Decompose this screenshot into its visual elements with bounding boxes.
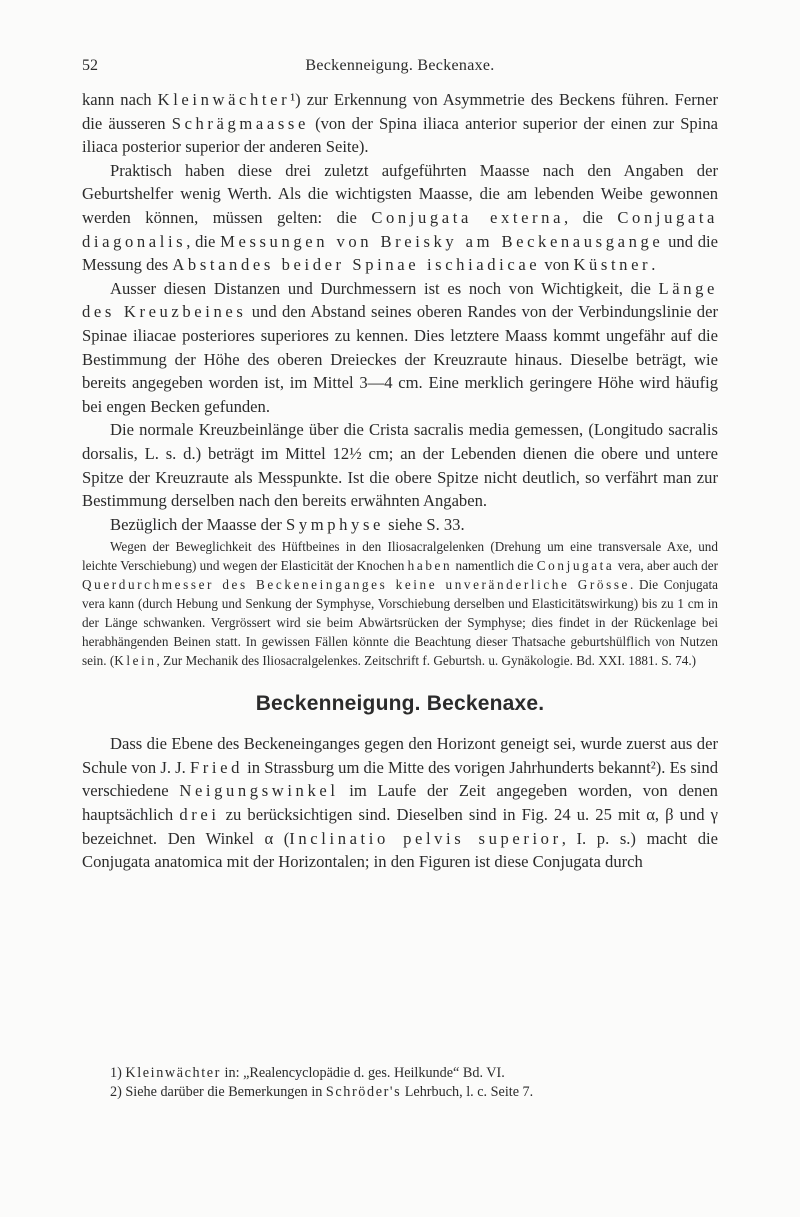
paragraph-5: Bezüglich der Maasse der Symphyse siehe S. 33. (110, 514, 465, 534)
paragraph-1: kann nach Kleinwächter¹) zur Erkennung von Asymmetrie des Beckens führen. Ferner die äusseren Schrägmaasse (von der Spina iliaca anterior superior der einen zur Spina iliaca posterior superior der anderen Seite). (82, 90, 718, 157)
footnote-1: 1) Kleinwächter in: „Realencyclopädie d. ges. Heilkunde“ Bd. VI. (110, 1065, 505, 1081)
author-name: Kleinwächter (157, 90, 291, 109)
paragraph-6: Dass die Ebene des Beckeneinganges gegen den Horizont geneigt sei, wurde zuerst aus der Schule von J. J. Fried in Strassburg um die Mitte des vorigen Jahrhunderts bekannt²). Es sind verschiedene Neigungswinkel im Laufe der Zeit angegeben worden, von denen hauptsächlich drei zu berücksichtigen sind. Dieselben sind in Fig. 24 u. 25 mit α, β und γ bezeichnet. Den Winkel α (Inclinatio pelvis superior, I. p. s.) macht die Conjugata anatomica mit der Horizontalen; in den Figuren ist diese Conjugata durch (82, 734, 719, 872)
page-number: 52 (82, 57, 98, 74)
section-heading: Beckenneigung. Beckenaxe. (255, 692, 545, 716)
paragraph-4: Die normale Kreuzbeinlänge über die Crista sacralis media gemessen, (Longitudo sacralis dorsalis, L. s. d.) beträgt im Mittel 12½ cm; an der Lebenden dienen die obere und untere Spitze der Kreuzraute als Messpunkte. Ist die obere Spitze nicht deutlich, so verfährt man zur Bestimmung derselben nach den bereits erwähnten Angaben. (82, 420, 718, 511)
footnotes (82, 1064, 718, 1102)
term: Schrägmaasse (171, 113, 309, 133)
running-title: Beckenneigung. Beckenaxe. (305, 57, 495, 74)
footnote-2: 2) Siehe darüber die Bemerkungen in Schröder's Lehrbuch, l. c. Seite 7. (110, 1084, 534, 1100)
paragraph-2: Praktisch haben diese drei zuletzt aufgeführten Maasse nach den Angaben der Geburtshelfer wenig Werth. Als die wichtigsten Maasse, die am lebenden Weibe gewonnen werden können, müssen gelten: die Conjugata externa, die Conjugata diagonalis, die Messungen von Breisky am Beckenausgange und die Messung des Abstandes beider Spinae ischiadicae von Küstner. (82, 160, 718, 275)
main-text (82, 88, 718, 874)
page-header (82, 57, 718, 81)
paragraph-3: Ausser diesen Distanzen und Durchmessern ist es noch von Wichtigkeit, die Länge des Kreuzbeines und den Abstand seines oberen Randes von der Verbindungslinie der Spinae iliacae posteriores superiores zu kennen. Dies letztere Maass kommt ungefähr auf die Bestimmung der Höhe des oberen Dreieckes der Kreuzraute hinaus. Dieselbe beträgt, wie bereits angegeben worden ist, im Mittel 3—4 cm. Eine merklich geringere Höhe wird häufig bei engen Becken gefunden. (82, 278, 718, 416)
small-print-note: Wegen der Beweglichkeit des Hüftbeines in den Iliosacralgelenken (Drehung um eine transversale Axe, und leichte Verschiebung) und wegen der Elasticität der Knochen haben namentlich die Conjugata vera, aber auch der Querdurchmesser des Beckeneinganges keine unveränderliche Grösse. Die Conjugata vera kann (durch Hebung und Senkung der Symphyse, Vorschiebung derselben und Elasticitätswirkung) bis zu 1 cm in der Länge schwanken. Vergrössert wird sie beim Abwärtsrücken der Symphyse; dies findet in der Rückenlage bei herabhängenden Beinen statt. In gewissen Fällen könnte die Beachtung dieser Thatsache geburtshülflich von Nutzen sein. (Klein, Zur Mechanik des Iliosacralgelenkes. Zeitschrift f. Geburtsh. u. Gynäkologie. Bd. XXI. 1881. S. 74.) (82, 539, 718, 669)
